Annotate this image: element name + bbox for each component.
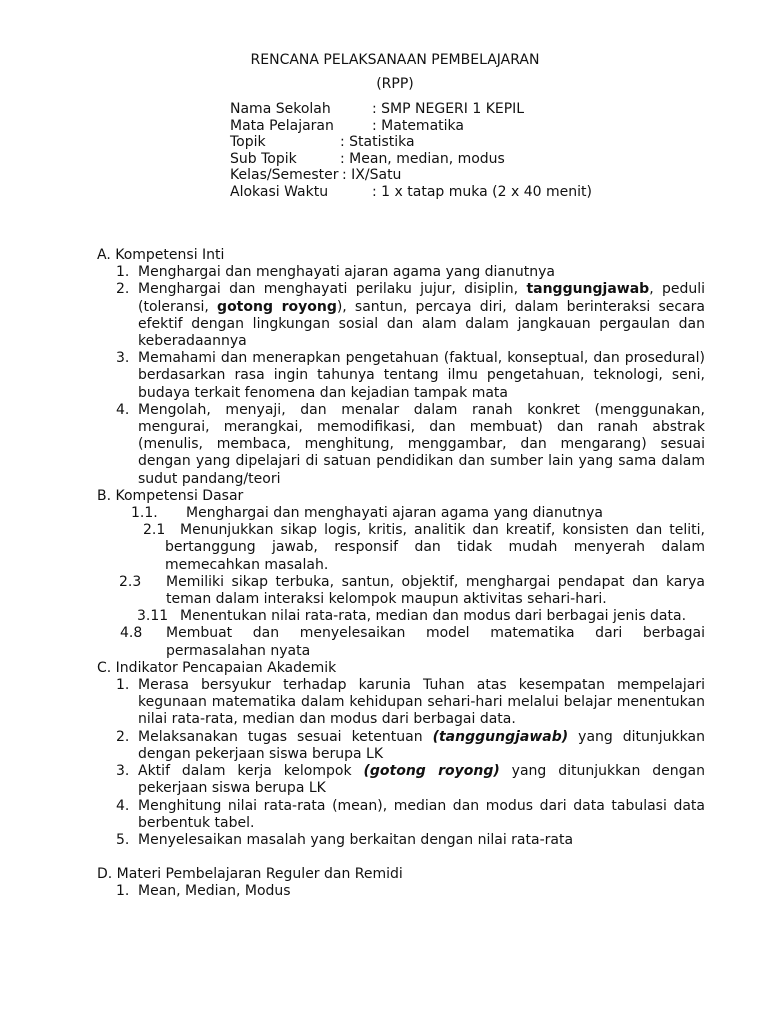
section-b-title: B. Kompetensi Dasar — [97, 487, 244, 504]
item-number: 1. — [116, 677, 130, 694]
subtopic-label: Sub Topik — [230, 150, 297, 167]
item-text: Menghargai dan menghayati ajaran agama yang dianutnya — [186, 505, 603, 522]
list-item — [97, 264, 705, 281]
item-number: 3. — [116, 350, 130, 367]
subject-row — [230, 118, 750, 135]
item-text: Membuat dan menyelesaikan model matematika dari berbagai permasalahan nyata — [166, 625, 705, 659]
class-value: : IX/Satu — [342, 167, 402, 184]
item-number: 3.11 — [137, 608, 169, 625]
list-item — [97, 625, 705, 659]
school-value: : SMP NEGERI 1 KEPIL — [372, 101, 525, 117]
school-label: Nama Sekolah — [230, 101, 331, 117]
item-number: 5. — [116, 831, 130, 848]
section-spacer — [97, 849, 705, 866]
list-item — [97, 729, 705, 763]
topic-label: Topik — [230, 134, 266, 151]
item-number: 4. — [116, 401, 130, 418]
item-text: Memahami dan menerapkan pengetahuan (faktual, konseptual, dan prosedural) berdasarkan rasa ingin tahunya tentang ilmu pengetahuan, teknologi, seni, budaya terkait fenomena dan kejadian tampak mata — [138, 350, 705, 401]
subtopic-value: : Mean, median, modus — [340, 150, 505, 167]
document-subtitle: (RPP) — [376, 76, 414, 92]
subject-value: : Matematika — [372, 117, 464, 134]
item-text-end: yang ditunjukkan dengan pekerjaan siswa berupa LK — [138, 728, 705, 762]
list-item — [97, 763, 705, 797]
item-text-start: Aktif dalam kerja kelompok — [138, 763, 364, 780]
list-item — [97, 281, 705, 350]
item-text: Mean, Median, Modus — [138, 883, 291, 900]
list-item — [97, 677, 705, 729]
item-number: 2.1 — [143, 522, 166, 539]
item-number: 1. — [116, 883, 130, 900]
item-number: 2. — [116, 281, 130, 298]
item-text-end: yang ditunjukkan dengan pekerjaan siswa berupa LK — [138, 763, 705, 797]
item-text-middle: , peduli (toleransi, — [138, 281, 705, 315]
emphasis-gotong-royong: (gotong royong) — [363, 763, 500, 780]
item-text: Memiliki sikap terbuka, santun, objektif, menghargai pendapat dan karya teman dalam interaksi kelompok maupun aktivitas sehari-hari. — [166, 573, 705, 608]
topic-value: : Statistika — [340, 134, 415, 151]
class-label: Kelas/Semester — [230, 167, 339, 184]
bold-term-gotong-royong: gotong royong — [217, 298, 337, 315]
document-title: RENCANA PELAKSANAAN PEMBELAJARAN — [250, 52, 540, 68]
item-text-end: ), santun, percaya diri, dalam berinteraksi secara efektif dengan lingkungan sosial dan alam dalam jangkauan pergaulan dan keberadaannya — [138, 298, 706, 350]
item-text: Merasa bersyukur terhadap karunia Tuhan atas kesempatan mempelajari kegunaan matematika dalam kehidupan sehari-hari melalui belajar menentukan nilai rata-rata, median dan modus dari berbagai data. — [138, 677, 705, 728]
item-number: 4. — [116, 797, 130, 814]
topic-row — [230, 134, 750, 151]
list-item — [97, 798, 705, 832]
list-item — [97, 883, 705, 900]
class-row — [230, 167, 750, 184]
list-item — [97, 522, 705, 574]
item-text: Menghitung nilai rata-rata (mean), median dan modus dari data tabulasi data berbentuk tabel. — [138, 797, 705, 831]
item-number: 4.8 — [120, 625, 143, 642]
section-a-title: A. Kompetensi Inti — [97, 247, 225, 263]
item-number: 2.3 — [119, 573, 142, 590]
section-d-title: D. Materi Pembelajaran Reguler dan Remidi — [97, 866, 403, 883]
section-c-title: C. Indikator Pencapaian Akademik — [97, 659, 337, 676]
item-text: Menghargai dan menghayati ajaran agama yang dianutnya — [138, 264, 555, 281]
item-number: 2. — [116, 728, 130, 745]
item-text: Menyelesaikan masalah yang berkaitan dengan nilai rata-rata — [138, 831, 574, 848]
item-text-start: Menghargai dan menghayati perilaku jujur, disiplin, — [138, 281, 527, 298]
item-text-start: Melaksanakan tugas sesuai ketentuan — [138, 728, 433, 745]
item-number: 1.1. — [131, 505, 158, 522]
list-item — [97, 832, 705, 849]
item-text: Menentukan nilai rata-rata, median dan modus dari berbagai jenis data. — [180, 608, 687, 625]
time-value: : 1 x tatap muka (2 x 40 menit) — [372, 183, 592, 200]
subject-label: Mata Pelajaran — [230, 117, 334, 134]
list-item — [97, 574, 705, 608]
bold-term-tanggungjawab: tanggungjawab — [526, 281, 650, 298]
time-row — [230, 184, 750, 201]
time-label: Alokasi Waktu — [230, 183, 329, 200]
subtopic-row — [230, 151, 750, 168]
list-item — [97, 505, 705, 522]
list-item — [97, 608, 705, 625]
list-item — [97, 402, 705, 488]
item-text: Mengolah, menyaji, dan menalar dalam ranah konkret (menggunakan, mengurai, merangkai, memodifikasi, dan membuat) dan ranah abstrak (menulis, membaca, menghitung, menggambar, dan mengarang) sesuai dengan yang dipelajari di satuan pendidikan dan sumber lain yang sama dalam sudut pandang/teori — [138, 401, 705, 487]
school-row — [230, 101, 750, 118]
item-number: 1. — [116, 264, 130, 281]
list-item — [97, 350, 705, 402]
document-body — [97, 247, 705, 901]
header-info — [230, 101, 750, 201]
item-number: 3. — [116, 763, 130, 780]
emphasis-tanggungjawab: (tanggungjawab) — [432, 728, 569, 745]
item-text: Menunjukkan sikap logis, kritis, analitik dan kreatif, konsisten dan teliti, bertanggung jawab, responsif dan tidak mudah menyerah dalam memecahkan masalah. — [165, 522, 705, 573]
